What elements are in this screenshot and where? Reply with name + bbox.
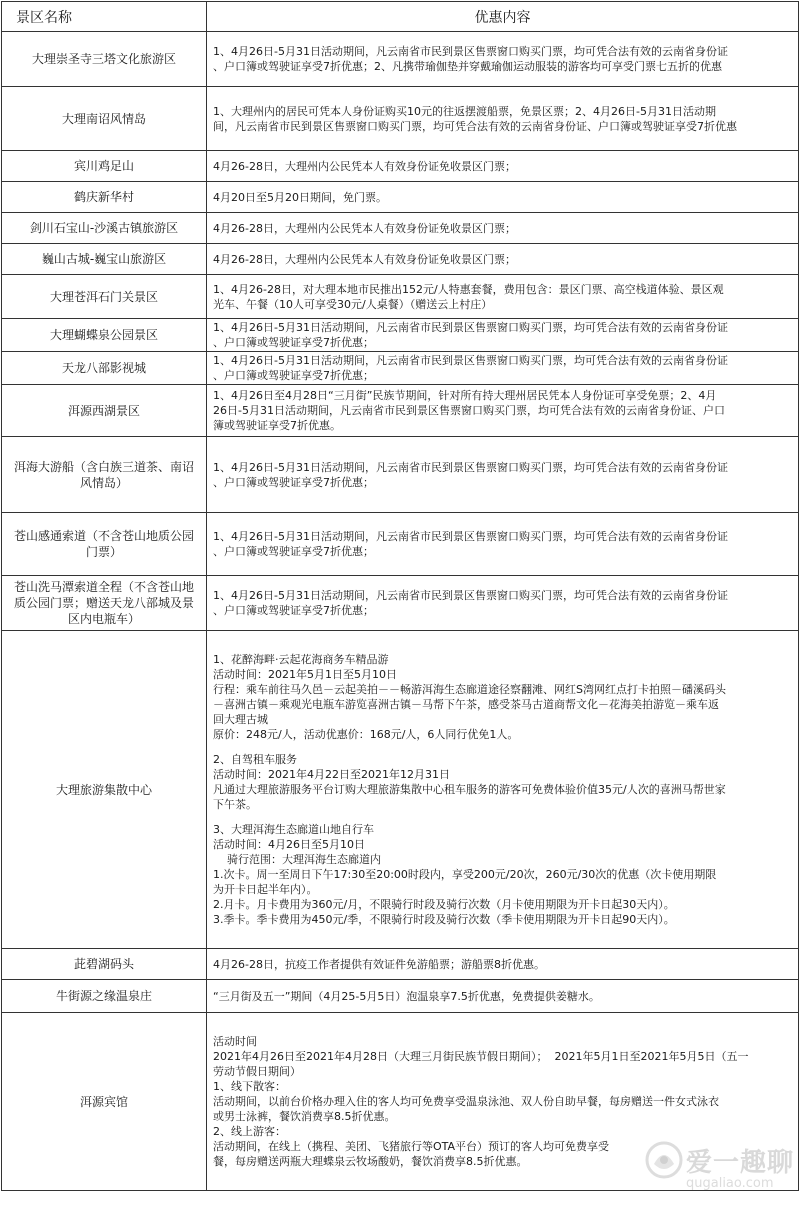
offer-line: 光车、午餐（10人可享受30元/人桌餐）（赠送云上村庄） bbox=[213, 297, 493, 311]
offer-content-cell bbox=[207, 244, 799, 275]
scenic-name-cell bbox=[2, 275, 207, 319]
offer-line: 、户口簿或驾驶证享受7折优惠； bbox=[213, 545, 374, 558]
scenic-name-line: 天龙八部影视城 bbox=[61, 361, 146, 375]
offer-line: 劳动节假日期间） bbox=[213, 1065, 301, 1078]
table-row bbox=[2, 631, 799, 949]
offer-line: 、户口簿或驾驶证享受7折优惠；2、凡携带瑜伽垫并穿戴瑜伽运动服装的游客均可享受门票七五折的优惠 bbox=[213, 60, 722, 73]
table-row bbox=[2, 949, 799, 980]
offer-line: 4月26-28日，大理州内公民凭本人有效身份证免收景区门票； bbox=[213, 221, 516, 235]
scenic-name-line: 鹤庆新华村 bbox=[73, 190, 134, 204]
offer-line: 1、4月26日-5月31日活动期间，凡云南省市民到景区售票窗口购买门票，均可凭合法有效的云南省身份证 bbox=[213, 530, 728, 543]
scenic-name-cell bbox=[2, 980, 207, 1013]
offer-line: 活动期间，以前台价格办理入住的客人均可免费享受温泉泳池、双人份自助早餐，每房赠送一件女式泳衣 bbox=[213, 1095, 719, 1108]
offer-content-cell bbox=[207, 576, 799, 631]
scenic-name-cell bbox=[2, 182, 207, 213]
offer-line: 4月26-28日，抗疫工作者提供有效证件免游船票；游船票8折优惠。 bbox=[213, 957, 545, 971]
watermark-url: qugaliao.com bbox=[686, 1176, 774, 1191]
scenic-name-cell bbox=[2, 87, 207, 151]
offer-content-cell bbox=[207, 213, 799, 244]
scenic-name-line: 大理蝴蝶泉公园景区 bbox=[49, 328, 158, 342]
offer-content-cell bbox=[207, 1013, 799, 1191]
table-row bbox=[2, 244, 799, 275]
offer-content-cell bbox=[207, 182, 799, 213]
offer-line: 活动时间：4月26日至5月10日 bbox=[213, 838, 365, 851]
offer-line: 间，凡云南省市民到景区售票窗口购买门票，均可凭合法有效的云南省身份证、户口簿或驾驶证享受7折优惠 bbox=[213, 119, 737, 133]
table-row bbox=[2, 576, 799, 631]
offer-line: 、户口簿或驾驶证享受7折优惠； bbox=[213, 475, 374, 489]
scenic-name-cell bbox=[2, 319, 207, 352]
offer-content-cell bbox=[207, 631, 799, 949]
offer-line: 、户口簿或驾驶证享受7折优惠； bbox=[213, 336, 374, 349]
scenic-name-line: 牛街源之缘温泉庄 bbox=[55, 989, 152, 1003]
offer-line: 活动时间：2021年5月1日至5月10日 bbox=[213, 668, 397, 681]
table-row bbox=[2, 213, 799, 244]
scenic-name-line: 质公园门票；赠送天龙八部城及景 bbox=[13, 596, 194, 610]
offer-content-cell bbox=[207, 352, 799, 385]
header-offer-content: 优惠内容 bbox=[207, 2, 799, 32]
offer-content-cell bbox=[207, 151, 799, 182]
offer-line: 、户口簿或驾驶证享受7折优惠； bbox=[213, 604, 374, 617]
offer-line: 活动期间，在线上（携程、美团、飞猪旅行等OTA平台）预订的客人均可免费享受 bbox=[213, 1140, 610, 1153]
table-row bbox=[2, 980, 799, 1013]
scenic-name-line: 洱源宾馆 bbox=[79, 1094, 128, 1109]
offer-line: 3.季卡。季卡费用为450元/季，不限骑行时段及骑行次数（季卡使用期限为开卡日起90天内）。 bbox=[213, 913, 675, 926]
scenic-name-line: 茈碧湖码头 bbox=[73, 957, 134, 971]
offer-line: 下午茶。 bbox=[213, 798, 257, 811]
table-row bbox=[2, 87, 799, 151]
table-row bbox=[2, 275, 799, 319]
offer-line: 2.月卡。月卡费用为360元/月，不限骑行时段及骑行次数（月卡使用期限为开卡日起30天内）。 bbox=[213, 898, 675, 911]
offer-line: －喜洲古镇－乘观光电瓶车游览喜洲古镇－马帮下午茶，感受茶马古道商帮文化－花海美拍游览－乘车返 bbox=[213, 698, 719, 711]
offer-line: “三月街及五一”期间（4月25-5月5日）泡温泉享7.5折优惠，免费提供姜糖水。 bbox=[213, 989, 600, 1003]
offer-line: 骑行范围：大理洱海生态廊道内 bbox=[213, 853, 381, 866]
offer-line: 凡通过大理旅游服务平台订购大理旅游集散中心租车服务的游客可免费体验价值35元/人次的喜洲马帮世家 bbox=[213, 783, 726, 796]
offer-content-cell bbox=[207, 87, 799, 151]
table-row bbox=[2, 1013, 799, 1191]
offer-content-cell bbox=[207, 275, 799, 319]
table-row bbox=[2, 319, 799, 352]
offer-line: 2021年4月26日至2021年4月28日（大理三月街民族节假日期间）； 2021年5月1日至2021年5月5日（五一 bbox=[213, 1050, 749, 1063]
offer-line: 1、4月26-28日，对大理本地市民推出152元/人特惠套餐，费用包含：景区门票、高空栈道体验、景区观 bbox=[213, 282, 724, 296]
offer-line: 回大理古城 bbox=[213, 713, 268, 726]
header-row bbox=[2, 2, 799, 32]
scenic-name-line: 洱海大游船（含白族三道茶、南诏 bbox=[13, 459, 194, 474]
scenic-name-line: 宾川鸡足山 bbox=[73, 159, 134, 173]
scenic-name-line: 大理崇圣寺三塔文化旅游区 bbox=[31, 52, 176, 66]
scenic-name-cell bbox=[2, 631, 207, 949]
offer-line: 或男士泳裤，餐饮消费享8.5折优惠。 bbox=[213, 1110, 396, 1123]
offer-line: 簿或驾驶证享受7折优惠。 bbox=[213, 419, 341, 432]
offer-line: 原价：248元/人，活动优惠价：168元/人，6人同行优免1人。 bbox=[213, 728, 519, 741]
offer-line: 1、4月26日至4月28日“三月街”民族节期间，针对所有持大理州居民凭本人身份证可享受免票；2、4月 bbox=[213, 389, 717, 402]
watermark-title: 爱一趣聊 bbox=[686, 1148, 795, 1178]
scenic-name-line: 苍山洗马潭索道全程（不含苍山地 bbox=[13, 580, 194, 594]
offer-line: 4月26-28日，大理州内公民凭本人有效身份证免收景区门票； bbox=[213, 252, 516, 266]
offer-line: 4月26-28日，大理州内公民凭本人有效身份证免收景区门票； bbox=[213, 159, 516, 173]
offer-line: 1、4月26日-5月31日活动期间，凡云南省市民到景区售票窗口购买门票，均可凭合法有效的云南省身份证 bbox=[213, 460, 728, 474]
scenic-name-line: 风情岛） bbox=[79, 475, 128, 490]
scenic-name-cell bbox=[2, 385, 207, 437]
scenic-name-line: 洱源西湖景区 bbox=[67, 403, 140, 418]
scenic-name-line: 巍山古城-巍宝山旅游区 bbox=[41, 252, 167, 266]
scenic-name-cell bbox=[2, 1013, 207, 1191]
table-row bbox=[2, 513, 799, 576]
table-row bbox=[2, 385, 799, 437]
offer-line bbox=[213, 742, 792, 752]
scenic-name-line: 大理旅游集散中心 bbox=[55, 782, 152, 797]
scenic-name-cell bbox=[2, 949, 207, 980]
offer-line: 1.次卡。周一至周日下午17:30至20:00时段内，享受200元/20次，260元/30次的优惠（次卡使用期限 bbox=[213, 868, 717, 881]
table-row bbox=[2, 151, 799, 182]
offer-content-cell bbox=[207, 319, 799, 352]
offer-line: 活动时间 bbox=[213, 1035, 257, 1048]
scenic-name-line: 剑川石宝山-沙溪古镇旅游区 bbox=[29, 221, 179, 235]
scenic-name-line: 区内电瓶车） bbox=[67, 612, 140, 626]
table-row bbox=[2, 352, 799, 385]
offer-line: 4月20日至5月20日期间，免门票。 bbox=[213, 190, 387, 204]
offer-line: 1、4月26日-5月31日活动期间，凡云南省市民到景区售票窗口购买门票，均可凭合法有效的云南省身份证 bbox=[213, 321, 728, 334]
header-scenic-name: 景区名称 bbox=[2, 2, 207, 32]
table-row bbox=[2, 437, 799, 513]
offer-line: 行程：乘车前往马久邑－云起美拍－－畅游洱海生态廊道途径察翻滩、网红S湾网红点打卡拍照－磻溪码头 bbox=[213, 683, 726, 696]
offer-line: 餐，每房赠送两瓶大理蝶泉云牧场酸奶，餐饮消费享8.5折优惠。 bbox=[213, 1155, 528, 1168]
scenic-name-cell bbox=[2, 437, 207, 513]
table-row bbox=[2, 182, 799, 213]
offer-line: 1、4月26日-5月31日活动期间，凡云南省市民到景区售票窗口购买门票，均可凭合法有效的云南省身份证 bbox=[213, 589, 728, 602]
offer-line: 1、4月26日-5月31日活动期间，凡云南省市民到景区售票窗口购买门票，均可凭合法有效的云南省身份证 bbox=[213, 354, 728, 367]
offer-line: 、户口簿或驾驶证享受7折优惠； bbox=[213, 369, 374, 382]
offer-line: 1、4月26日-5月31日活动期间，凡云南省市民到景区售票窗口购买门票，均可凭合法有效的云南省身份证 bbox=[213, 45, 728, 58]
offer-content-cell bbox=[207, 385, 799, 437]
offer-line bbox=[213, 812, 792, 822]
offer-content-cell bbox=[207, 32, 799, 87]
scenic-name-line: 大理苍洱石门关景区 bbox=[49, 289, 158, 304]
offer-line: 26日-5月31日活动期间，凡云南省市民到景区售票窗口购买门票，均可凭合法有效的云南省身份证、户口 bbox=[213, 404, 725, 417]
offer-content-cell bbox=[207, 437, 799, 513]
scenic-name-cell bbox=[2, 244, 207, 275]
offer-line: 1、线下散客： bbox=[213, 1080, 286, 1093]
table-row bbox=[2, 32, 799, 87]
offer-content-cell bbox=[207, 513, 799, 576]
discount-table bbox=[1, 1, 799, 1191]
offer-line: 3、大理洱海生态廊道山地自行车 bbox=[213, 823, 374, 836]
offer-line: 2、自驾租车服务 bbox=[213, 753, 297, 766]
scenic-name-cell bbox=[2, 32, 207, 87]
offer-line: 1、花醉海畔·云起花海商务车精品游 bbox=[213, 653, 389, 666]
scenic-name-cell bbox=[2, 352, 207, 385]
scenic-name-cell bbox=[2, 213, 207, 244]
offer-content-cell bbox=[207, 980, 799, 1013]
offer-line: 活动时间：2021年4月22日至2021年12月31日 bbox=[213, 768, 450, 781]
offer-line: 为开卡日起半年内）。 bbox=[213, 883, 318, 896]
scenic-name-line: 大理南诏风情岛 bbox=[61, 111, 146, 126]
scenic-name-line: 苍山感通索道（不含苍山地质公园 bbox=[13, 529, 194, 543]
scenic-name-line: 门票） bbox=[85, 545, 122, 559]
scenic-name-cell bbox=[2, 513, 207, 576]
scenic-name-cell bbox=[2, 576, 207, 631]
offer-line: 2、线上游客： bbox=[213, 1125, 286, 1138]
offer-line: 1、大理州内的居民可凭本人身份证购买10元的往返摆渡船票，免景区票；2、4月26日-5月31日活动期 bbox=[213, 104, 716, 118]
scenic-name-cell bbox=[2, 151, 207, 182]
offer-content-cell bbox=[207, 949, 799, 980]
